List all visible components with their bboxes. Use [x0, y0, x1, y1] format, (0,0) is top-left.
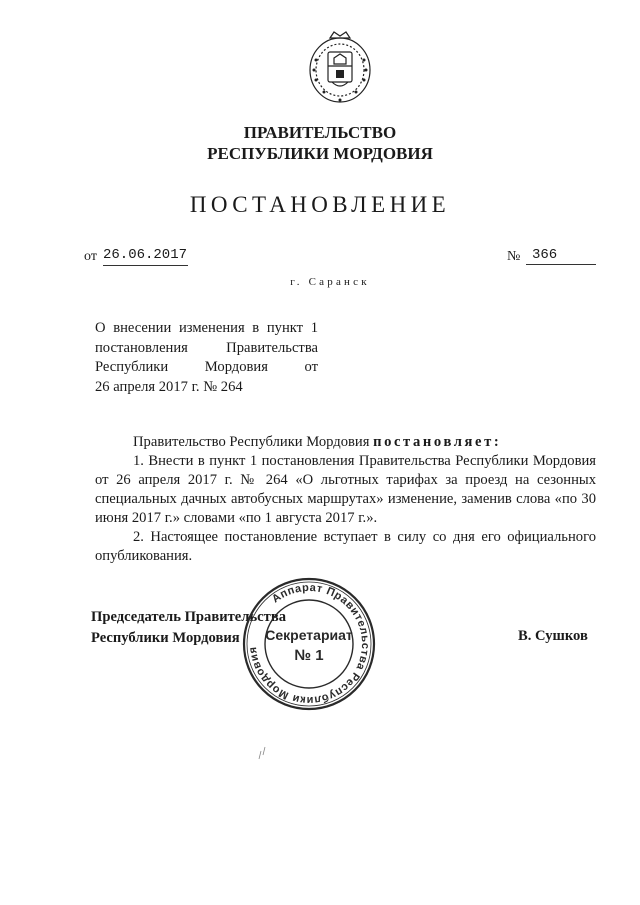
official-stamp [241, 576, 377, 712]
resolution-verb: постановляет: [373, 434, 502, 450]
stamp-center-line1: Секретариат [265, 627, 353, 643]
paragraph-2: 2. Настоящее постановление вступает в силу со дня его официального опубликования. [95, 529, 596, 564]
document-type: ПОСТАНОВЛЕНИЕ [189, 192, 451, 217]
signatory-name: В. Сушков [518, 628, 588, 644]
document-number: 366 [526, 247, 596, 265]
stamp-center-line2: № 1 [294, 647, 324, 664]
city: г. Саранск [290, 276, 370, 288]
date-label: от [84, 249, 97, 264]
signatory-title-line2: Республики Мордовия [91, 630, 240, 646]
subject-line: 26 апреля 2017 г. № 264 [95, 378, 243, 395]
signatory-title-line1: Председатель Правительства [91, 609, 287, 625]
scan-mark-icon [256, 745, 270, 761]
intro-text: Правительство Республики Мордовия [133, 434, 370, 450]
document-body [95, 433, 596, 566]
government-title-line2: РЕСПУБЛИКИ МОРДОВИЯ [207, 144, 433, 163]
stamp-ring-text: Аппарат Правительства Республики Мордовия [246, 581, 372, 707]
document-date: 26.06.2017 [103, 247, 188, 266]
paragraph-1: 1. Внести в пункт 1 постановления Правительства Республики Мордовия от 26 апреля 2017 г. № 264 «О льготных тарифах за проезд на сезонных специальных дачных автобусных маршрутах» изменение, заменив слова «по 30 июня 2017 г.» словами «по 1 августа 2017 г.». [95, 453, 596, 526]
government-title-line1: ПРАВИТЕЛЬСТВО [243, 123, 397, 142]
intro-paragraph [95, 433, 596, 452]
coat-of-arms-icon [304, 30, 376, 106]
subject-line: Республики Мордовия от [95, 359, 318, 375]
document-subject [95, 319, 318, 397]
subject-line: О внесении изменения в пункт 1 [95, 320, 318, 336]
number-label: № [507, 249, 521, 264]
subject-line: постановления Правительства [95, 339, 318, 356]
